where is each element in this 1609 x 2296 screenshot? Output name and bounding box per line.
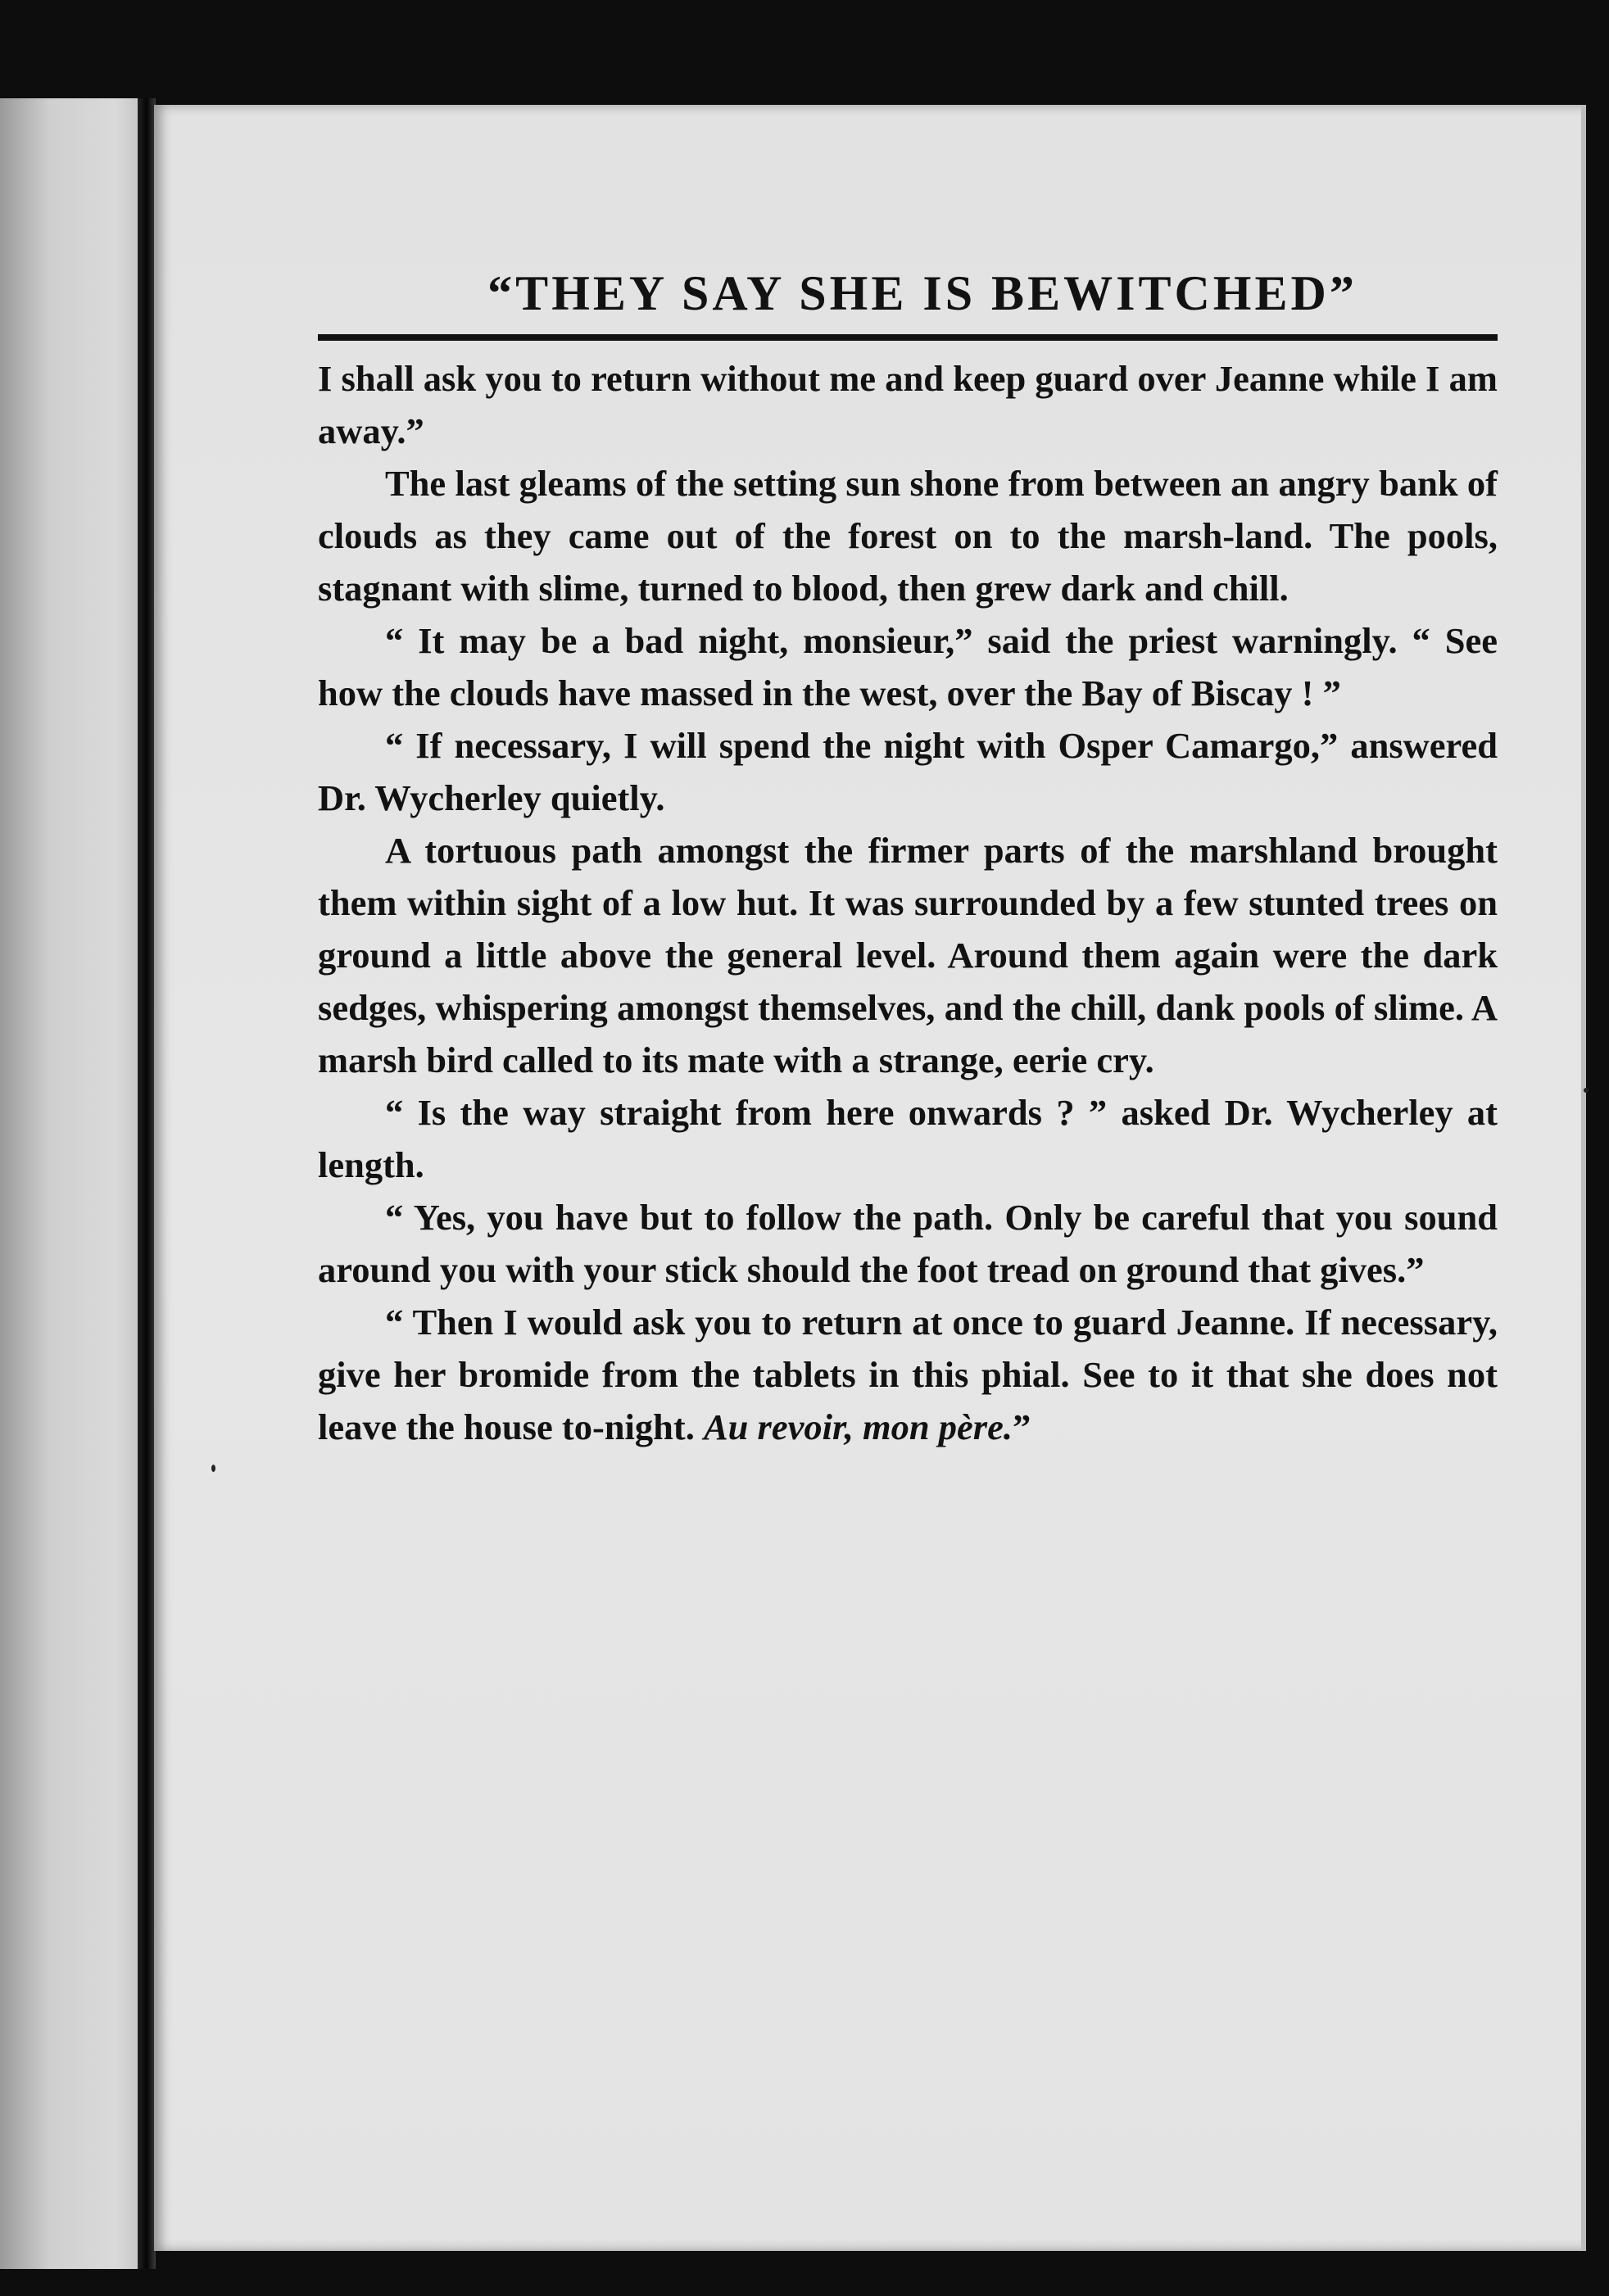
paragraph: The last gleams of the setting sun shone from between an angry bank of clouds as they came out of the forest on to the marsh-land. The pools, stagnant with slime, turned to blood, then grew dark and chill.: [318, 463, 1498, 609]
facing-page-edge: [0, 98, 143, 2269]
book-gutter: [138, 98, 156, 2269]
paragraph: A tortuous path amongst the firmer parts of the marshland brought them within sight of a low hut. It was surrounded by a few stunted trees on ground a little above the general level. Around them again were the dark sedges, whispering amongst themselves, and the chill, dank pools of slime. A marsh bird called to its mate with a strange, eerie cry.: [318, 830, 1498, 1080]
page-content: [318, 266, 1498, 1453]
paragraph: “ It may be a bad night, monsieur,” said the priest warningly. “ See how the clouds have massed in the west, over the Bay of Biscay ! ”: [318, 620, 1498, 713]
paragraph: “ Is the way straight from here onwards ? ” asked Dr. Wycherley at length.: [318, 1092, 1498, 1185]
page-edge: [1581, 105, 1586, 2251]
paragraph-last: [318, 1296, 1498, 1453]
paragraph-text: “ Then I would ask you to return at once to guard Jeanne. If necessary, give her bromide from the tablets in this phial. See to it that she does not leave the house to-night.: [318, 1302, 1498, 1447]
closing-quote: ”: [1013, 1406, 1031, 1447]
body-text: [318, 352, 1498, 1453]
paragraph: “ Yes, you have but to follow the path. Only be careful that you sound around you with your stick should the foot tread on ground that gives.”: [318, 1197, 1498, 1290]
ink-speck: [1584, 1088, 1589, 1093]
italic-phrase: Au revoir, mon père.: [703, 1406, 1013, 1447]
book-page: [154, 105, 1586, 2251]
running-head: “THEY SAY SHE IS BEWITCHED”: [487, 266, 1357, 320]
paragraph: “ If necessary, I will spend the night with Osper Camargo,” answered Dr. Wycherley quietly.: [318, 725, 1498, 818]
paragraph: I shall ask you to return without me and keep guard over Jeanne while I am away.”: [318, 358, 1498, 451]
ink-speck: [211, 1465, 215, 1472]
running-head-rule: [318, 334, 1498, 341]
